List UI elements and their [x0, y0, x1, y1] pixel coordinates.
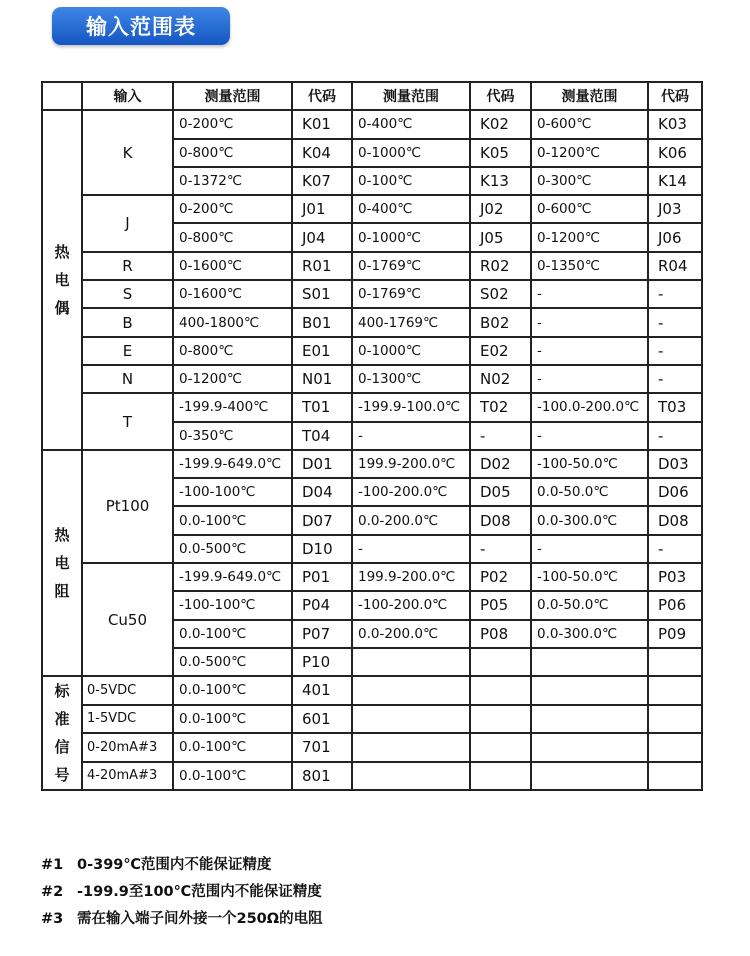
range-cell: 0.0-500℃	[173, 535, 292, 563]
range-cell: -100.0-200.0℃	[531, 393, 648, 421]
table-row	[42, 308, 702, 336]
range-cell: 0-1769℃	[352, 252, 470, 280]
table-row	[42, 733, 702, 762]
code-cell	[648, 762, 702, 791]
table-row	[42, 252, 702, 280]
table-row	[42, 676, 702, 705]
range-cell: 0-1769℃	[352, 280, 470, 308]
range-cell: 0.0-50.0℃	[531, 478, 648, 506]
code-cell: D06	[648, 478, 702, 506]
code-cell: P03	[648, 563, 702, 591]
code-cell: D05	[470, 478, 531, 506]
code-cell: N02	[470, 365, 531, 393]
code-cell: -	[648, 365, 702, 393]
table-row	[42, 337, 702, 365]
code-cell: T04	[292, 422, 352, 450]
input-type-cell: 0-20mA#3	[82, 733, 173, 762]
footnote: #2 -199.9至100℃范围内不能保证精度	[41, 884, 322, 900]
code-cell: J03	[648, 195, 702, 223]
code-cell: P04	[292, 591, 352, 619]
code-cell: S02	[470, 280, 531, 308]
range-cell: 0-400℃	[352, 110, 470, 138]
range-cell: -	[531, 535, 648, 563]
range-cell: 0.0-100℃	[173, 676, 292, 705]
code-cell: J06	[648, 223, 702, 251]
code-cell: R02	[470, 252, 531, 280]
input-type-cell: 1-5VDC	[82, 705, 173, 734]
range-cell: 0.0-50.0℃	[531, 591, 648, 619]
input-type-cell: K	[82, 110, 173, 195]
range-cell: 0.0-300.0℃	[531, 506, 648, 534]
range-cell	[352, 705, 470, 734]
input-type-cell: Pt100	[82, 450, 173, 563]
range-cell: 0-1200℃	[531, 139, 648, 167]
code-cell: P08	[470, 620, 531, 648]
group-label: 标准信号	[42, 676, 82, 790]
footnotes	[41, 852, 323, 933]
range-cell: -199.9-649.0℃	[173, 563, 292, 591]
code-cell: T03	[648, 393, 702, 421]
range-cell: 400-1800℃	[173, 308, 292, 336]
header-code-1: 代码	[292, 82, 352, 110]
code-cell: K06	[648, 139, 702, 167]
code-cell: K04	[292, 139, 352, 167]
input-type-cell: J	[82, 195, 173, 252]
code-cell: K07	[292, 167, 352, 195]
code-cell	[470, 648, 531, 676]
table-row	[42, 110, 702, 138]
input-type-cell: Cu50	[82, 563, 173, 676]
range-cell: 0.0-200.0℃	[352, 506, 470, 534]
header-range-1: 测量范围	[173, 82, 292, 110]
code-cell: J01	[292, 195, 352, 223]
range-cell	[531, 762, 648, 791]
range-cell: -100-100℃	[173, 478, 292, 506]
range-cell: 0.0-100℃	[173, 506, 292, 534]
range-cell: 400-1769℃	[352, 308, 470, 336]
range-cell: 0-1600℃	[173, 252, 292, 280]
range-cell: 0-1200℃	[531, 223, 648, 251]
code-cell: T02	[470, 393, 531, 421]
code-cell: 801	[292, 762, 352, 791]
range-cell: 0-800℃	[173, 337, 292, 365]
code-cell: -	[648, 535, 702, 563]
input-range-table	[41, 81, 703, 791]
page-title: 输入范围表	[52, 7, 230, 45]
code-cell	[470, 733, 531, 762]
code-cell: D01	[292, 450, 352, 478]
group-label: 热电偶	[42, 110, 82, 450]
range-cell: 0-1000℃	[352, 223, 470, 251]
code-cell: S01	[292, 280, 352, 308]
range-cell	[352, 762, 470, 791]
range-cell: -100-50.0℃	[531, 563, 648, 591]
table-row	[42, 393, 702, 421]
range-cell: -	[352, 422, 470, 450]
range-cell	[352, 648, 470, 676]
table-row	[42, 705, 702, 734]
footnote: #1 0-399℃范围内不能保证精度	[41, 857, 272, 873]
table-row	[42, 280, 702, 308]
code-cell	[648, 733, 702, 762]
range-cell	[531, 733, 648, 762]
header-range-2: 测量范围	[352, 82, 470, 110]
range-cell: 0-800℃	[173, 223, 292, 251]
range-cell	[352, 733, 470, 762]
range-cell: -	[531, 365, 648, 393]
code-cell: K02	[470, 110, 531, 138]
code-cell: 401	[292, 676, 352, 705]
footnote: #3 需在输入端子间外接一个250Ω的电阻	[41, 911, 323, 927]
code-cell: -	[470, 535, 531, 563]
range-cell	[531, 676, 648, 705]
table-row	[42, 365, 702, 393]
range-cell: -199.9-100.0℃	[352, 393, 470, 421]
code-cell: 701	[292, 733, 352, 762]
range-cell: 0-1200℃	[173, 365, 292, 393]
code-cell: B02	[470, 308, 531, 336]
range-cell	[352, 676, 470, 705]
code-cell: K14	[648, 167, 702, 195]
range-cell: -100-200.0℃	[352, 591, 470, 619]
code-cell: K13	[470, 167, 531, 195]
range-cell: 0-350℃	[173, 422, 292, 450]
range-cell: 0-1000℃	[352, 337, 470, 365]
range-cell: -199.9-400℃	[173, 393, 292, 421]
range-cell: 0-100℃	[352, 167, 470, 195]
code-cell: N01	[292, 365, 352, 393]
code-cell: D08	[470, 506, 531, 534]
code-cell: D07	[292, 506, 352, 534]
table-header-row	[42, 82, 702, 110]
table-row	[42, 450, 702, 478]
range-cell	[531, 705, 648, 734]
code-cell: E01	[292, 337, 352, 365]
range-cell: 0-600℃	[531, 110, 648, 138]
range-cell: 0-1350℃	[531, 252, 648, 280]
code-cell: R04	[648, 252, 702, 280]
code-cell: P05	[470, 591, 531, 619]
range-cell: 0.0-100℃	[173, 705, 292, 734]
code-cell: B01	[292, 308, 352, 336]
range-cell: 0.0-300.0℃	[531, 620, 648, 648]
range-cell: 0-800℃	[173, 139, 292, 167]
code-cell: T01	[292, 393, 352, 421]
code-cell: K01	[292, 110, 352, 138]
range-cell: -100-100℃	[173, 591, 292, 619]
code-cell: P07	[292, 620, 352, 648]
range-cell: -100-200.0℃	[352, 478, 470, 506]
input-type-cell: E	[82, 337, 173, 365]
range-cell: 0-200℃	[173, 110, 292, 138]
code-cell: D03	[648, 450, 702, 478]
header-corner	[42, 82, 82, 110]
input-type-cell: B	[82, 308, 173, 336]
input-type-cell: N	[82, 365, 173, 393]
range-cell: -	[352, 535, 470, 563]
code-cell: J05	[470, 223, 531, 251]
code-cell: P01	[292, 563, 352, 591]
code-cell: -	[648, 308, 702, 336]
code-cell: P09	[648, 620, 702, 648]
code-cell	[470, 705, 531, 734]
code-cell: E02	[470, 337, 531, 365]
code-cell	[470, 762, 531, 791]
code-cell	[470, 676, 531, 705]
group-label: 热电阻	[42, 450, 82, 676]
header-range-3: 测量范围	[531, 82, 648, 110]
range-cell: -	[531, 337, 648, 365]
code-cell: 601	[292, 705, 352, 734]
range-cell: 0-1000℃	[352, 139, 470, 167]
table-row	[42, 563, 702, 591]
input-type-cell: 0-5VDC	[82, 676, 173, 705]
header-code-2: 代码	[470, 82, 531, 110]
table-row	[42, 195, 702, 223]
code-cell: P02	[470, 563, 531, 591]
range-cell: 0-1300℃	[352, 365, 470, 393]
code-cell: P06	[648, 591, 702, 619]
range-cell: -100-50.0℃	[531, 450, 648, 478]
code-cell: -	[470, 422, 531, 450]
range-cell: 0-300℃	[531, 167, 648, 195]
code-cell	[648, 648, 702, 676]
range-cell: 0-1372℃	[173, 167, 292, 195]
range-cell: -	[531, 308, 648, 336]
table-row	[42, 762, 702, 791]
code-cell: K05	[470, 139, 531, 167]
code-cell	[648, 705, 702, 734]
range-cell: 199.9-200.0℃	[352, 563, 470, 591]
code-cell: P10	[292, 648, 352, 676]
code-cell: -	[648, 280, 702, 308]
input-type-cell: S	[82, 280, 173, 308]
code-cell: D02	[470, 450, 531, 478]
input-type-cell: R	[82, 252, 173, 280]
input-type-cell: 4-20mA#3	[82, 762, 173, 791]
code-cell: D08	[648, 506, 702, 534]
range-cell: 199.9-200.0℃	[352, 450, 470, 478]
code-cell: D10	[292, 535, 352, 563]
code-cell: K03	[648, 110, 702, 138]
range-cell: 0-200℃	[173, 195, 292, 223]
range-cell: 0-1600℃	[173, 280, 292, 308]
range-cell: 0.0-100℃	[173, 620, 292, 648]
range-cell: -199.9-649.0℃	[173, 450, 292, 478]
code-cell: -	[648, 337, 702, 365]
header-input: 输入	[82, 82, 173, 110]
range-cell: 0.0-100℃	[173, 733, 292, 762]
code-cell	[648, 676, 702, 705]
range-cell: 0.0-200.0℃	[352, 620, 470, 648]
code-cell: J02	[470, 195, 531, 223]
code-cell: D04	[292, 478, 352, 506]
header-code-3: 代码	[648, 82, 702, 110]
code-cell: R01	[292, 252, 352, 280]
code-cell: -	[648, 422, 702, 450]
code-cell: J04	[292, 223, 352, 251]
range-cell: 0-400℃	[352, 195, 470, 223]
range-cell: 0.0-500℃	[173, 648, 292, 676]
range-cell: -	[531, 422, 648, 450]
range-cell: 0.0-100℃	[173, 762, 292, 791]
range-cell	[531, 648, 648, 676]
range-cell: 0-600℃	[531, 195, 648, 223]
input-type-cell: T	[82, 393, 173, 450]
range-cell: -	[531, 280, 648, 308]
